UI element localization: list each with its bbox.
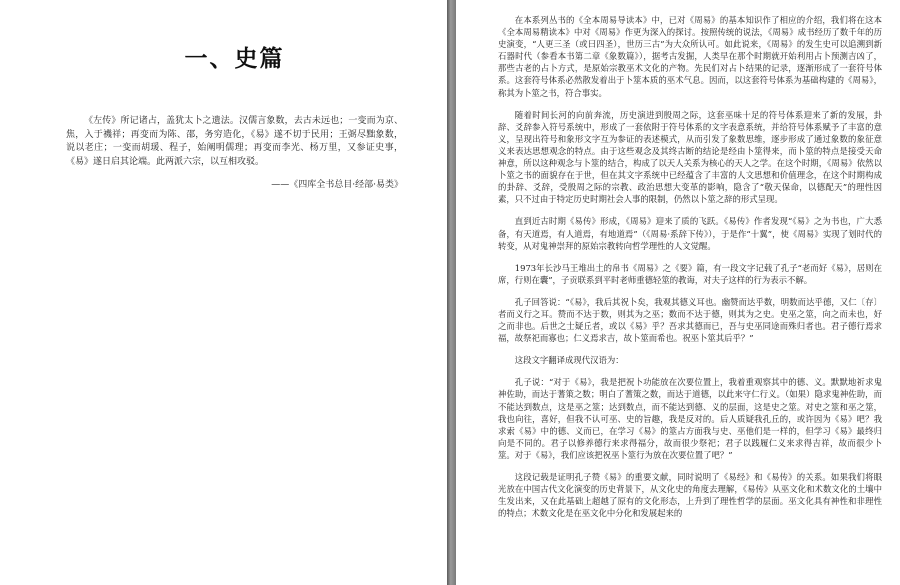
body-paragraph: 孔子回答说：“《易》，我后其祝卜矣，我观其德义耳也。幽赞而达乎数，明数而达乎德，又仁〔存〕者而义行之耳。赞而不达于数，则其为之巫；数而不达于德，则其为之史。史巫之筮，向之而未也，好之而非也。后世之士疑丘者，或以《易》乎？吾求其德而已，吾与史巫同途而殊归者也。君子德行焉求福，故祭祀而寡也；仁义焉求吉，故卜筮而希也。祝巫卜筮其后乎？”: [498, 296, 882, 344]
page-gutter: [447, 0, 456, 585]
body-paragraph: 1973年长沙马王堆出土的帛书《周易》之《要》篇，有一段文字记载了孔子“老而好《易》，居则在席，行则在囊”，子贡联系到平时老师重德轻筮的教诲，对夫子这样的行为表示不解。: [498, 262, 882, 285]
chapter-title: 一、史篇: [184, 45, 285, 72]
body-paragraph: 随着时间长河的向前奔流，历史演进到殷周之际，这套巫味十足的符号体系迎来了新的发展，卦辞、爻辞参入符号系统中，形成了一套依附于符号体系的文字表意系统，并给符号体系赋予了丰富的意义，呈现出符号和象形文字互为参证的表述模式，从而引发了象数思维，逐步形成了通过象数的象征意义来表达思想观念的特点。由于这些观念及其终古断的结论是经由卜筮得来，而卜筮的特点是接受天命神意，所以这种观念与卜筮的结合，构成了以天人关系为核心的天人之学。在这个时期，《周易》依然以卜筮之书的面貌存在于世，但在其文字系统中已经蕴含了丰富的人文思想和价值理念，在这个时期构成的卦辞、爻辞，受殷周之际的宗教、政治思想大变革的影响，隐含了“敬天保命，以德配天”的理性因素，只不过由于特定历史时期社会人事的限制，仍然以卜筮之辞的形式呈现。: [498, 109, 882, 205]
body-paragraph: 在本系列丛书的《全本周易导读本》中，已对《周易》的基本知识作了相应的介绍，我们将在这本《全本周易精读本》中对《周易》作更为深入的探讨。按照传统的说法，《周易》成书经历了数千年的历史演变，“人更三圣（或曰四圣），世历三古”为大众所认可。如此说来，《周易》的发生史可以追溯到新石器时代（参看本书第二章《象数篇》），据考古发掘，人类早在那个时期就开始利用占卜预测吉凶了，那些古老的占卜方式，是原始宗教巫术文化的产物。先民们对占卜结果的记录，逐渐形成了一套符号体系。这套符号体系必然散发着出于卜筮本质的巫术气息。因而，以这套符号体系为基础构建的《周易》，称其为卜筮之书，符合事实。: [498, 15, 882, 98]
body-paragraph: 这段文字翻译成现代汉语为：: [514, 355, 624, 366]
body-paragraph: 这段记载是证明孔子赞《易》的重要文献，同时说明了《易经》和《易传》的关系。如果我们将眼光放在中国古代文化演变的历史背景下，从文化史的角度去理解，《易传》从巫文化和术数文化的土壤中生发出来，又在此基础上超越了原有的文化形态，上升到了理性哲学的层面。巫文化具有神性和非理性的特点；术数文化是在巫文化中分化和发展起来的: [498, 472, 882, 519]
epigraph-source: ——《四库全书总目·经部·易类》: [271, 180, 403, 190]
left-page: [0, 0, 447, 585]
right-page: [456, 0, 900, 585]
body-paragraph: 直到近古时期《易传》形成，《周易》迎来了质的飞跃。《易传》作者发现“《易》之为书也，广大悉备，有天道焉，有人道焉，有地道焉”（《周易·系辞下传》），于是作“十翼”，使《周易》实现了划时代的转变，从对鬼神崇拜的原始宗教转向哲学理性的人文觉醒。: [498, 216, 882, 251]
epigraph-quote: 《左传》所记诸占，盖犹太卜之遗法。汉儒言象数，去古未远也；一变而为京、焦，入于禨祥；再变而为陈、邵，务穷造化，《易》遂不切于民用；王弼尽黜象数，说以老庄；一变而胡瑗、程子，始阐明儒理；再变而李光、杨万里，又参证史事，《易》遂日启其论端。此两派六宗，以互相攻驳。: [66, 116, 403, 167]
body-paragraph: 孔子说：“对于《易》，我是把祝卜功能放在次要位置上，我着重观察其中的德、义。默默地祈求鬼神佐助，而达于蓍策之数；明白了蓍策之数，而达于道德，以此来守仁行义。（如果）隐求鬼神佐助，而不能达到数点，这是巫之筮；达到数点，而不能达到德、义的层面，这是史之筮。对史之筮和巫之筮，我也向往，喜好，但我不认可巫、史的旨趣，我是反对的。后人质疑我孔丘的，或许因为《易》吧？我求索《易》中的德、义而已，在学习《易》的筮占方面我与史、巫他们是一样的，但学习《易》最终归向是不同的。君子以修养德行来求得福分，故而很少祭祀；君子以践履仁义来求得吉祥，故而很少卜筮。对于《易》，我们应该把祝巫卜筮行为放在次要位置了吧？”: [498, 377, 882, 460]
